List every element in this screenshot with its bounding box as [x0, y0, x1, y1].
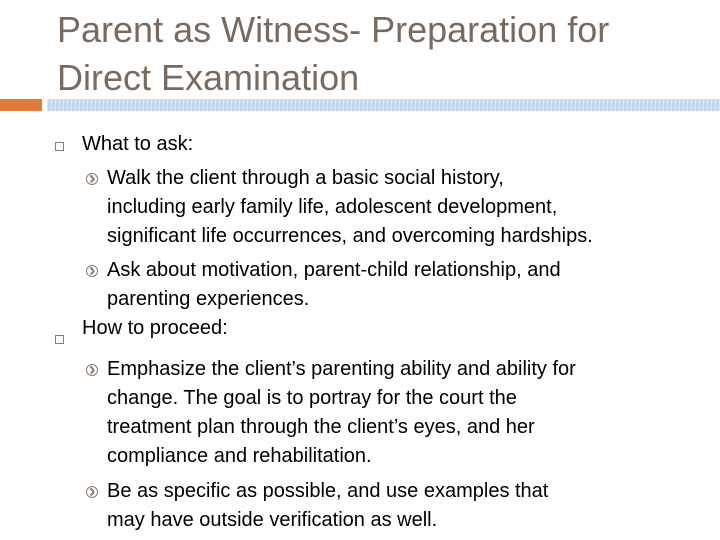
section-heading-what-to-ask: What to ask:	[82, 133, 194, 155]
list-item-line: Ask about motivation, parent-child relationship, and	[107, 259, 561, 281]
list-item-line: compliance and rehabilitation.	[107, 445, 372, 467]
list-item-line: Be as specific as possible, and use examples that	[107, 480, 549, 502]
square-bullet-icon	[55, 335, 64, 344]
slide-title-line-1: Parent as Witness- Preparation for	[57, 9, 610, 50]
slide-title-line-2: Direct Examination	[57, 57, 360, 98]
list-item-line: parenting experiences.	[107, 288, 310, 310]
list-item-social-history	[107, 164, 707, 251]
list-item-parenting-ability	[107, 355, 707, 471]
circled-chevron-bullet-icon	[86, 173, 98, 185]
list-item-motivation	[107, 256, 707, 314]
section-heading-how-to-proceed: How to proceed:	[82, 317, 228, 339]
list-item-line: Walk the client through a basic social history,	[107, 167, 504, 189]
list-item-line: Emphasize the client’s parenting ability and ability for	[107, 358, 576, 380]
list-item-line: including early family life, adolescent development,	[107, 196, 558, 218]
circled-chevron-bullet-icon	[86, 265, 98, 277]
list-item-line: change. The goal is to portray for the court the	[107, 387, 517, 409]
list-item-be-specific	[107, 477, 707, 535]
list-item-line: treatment plan through the client’s eyes, and her	[107, 416, 535, 438]
circled-chevron-bullet-icon	[86, 364, 98, 376]
list-item-line: may have outside verification as well.	[107, 509, 438, 531]
circled-chevron-bullet-icon	[86, 486, 98, 498]
square-bullet-icon	[55, 142, 64, 151]
list-item-line: significant life occurrences, and overcoming hardships.	[107, 225, 593, 247]
